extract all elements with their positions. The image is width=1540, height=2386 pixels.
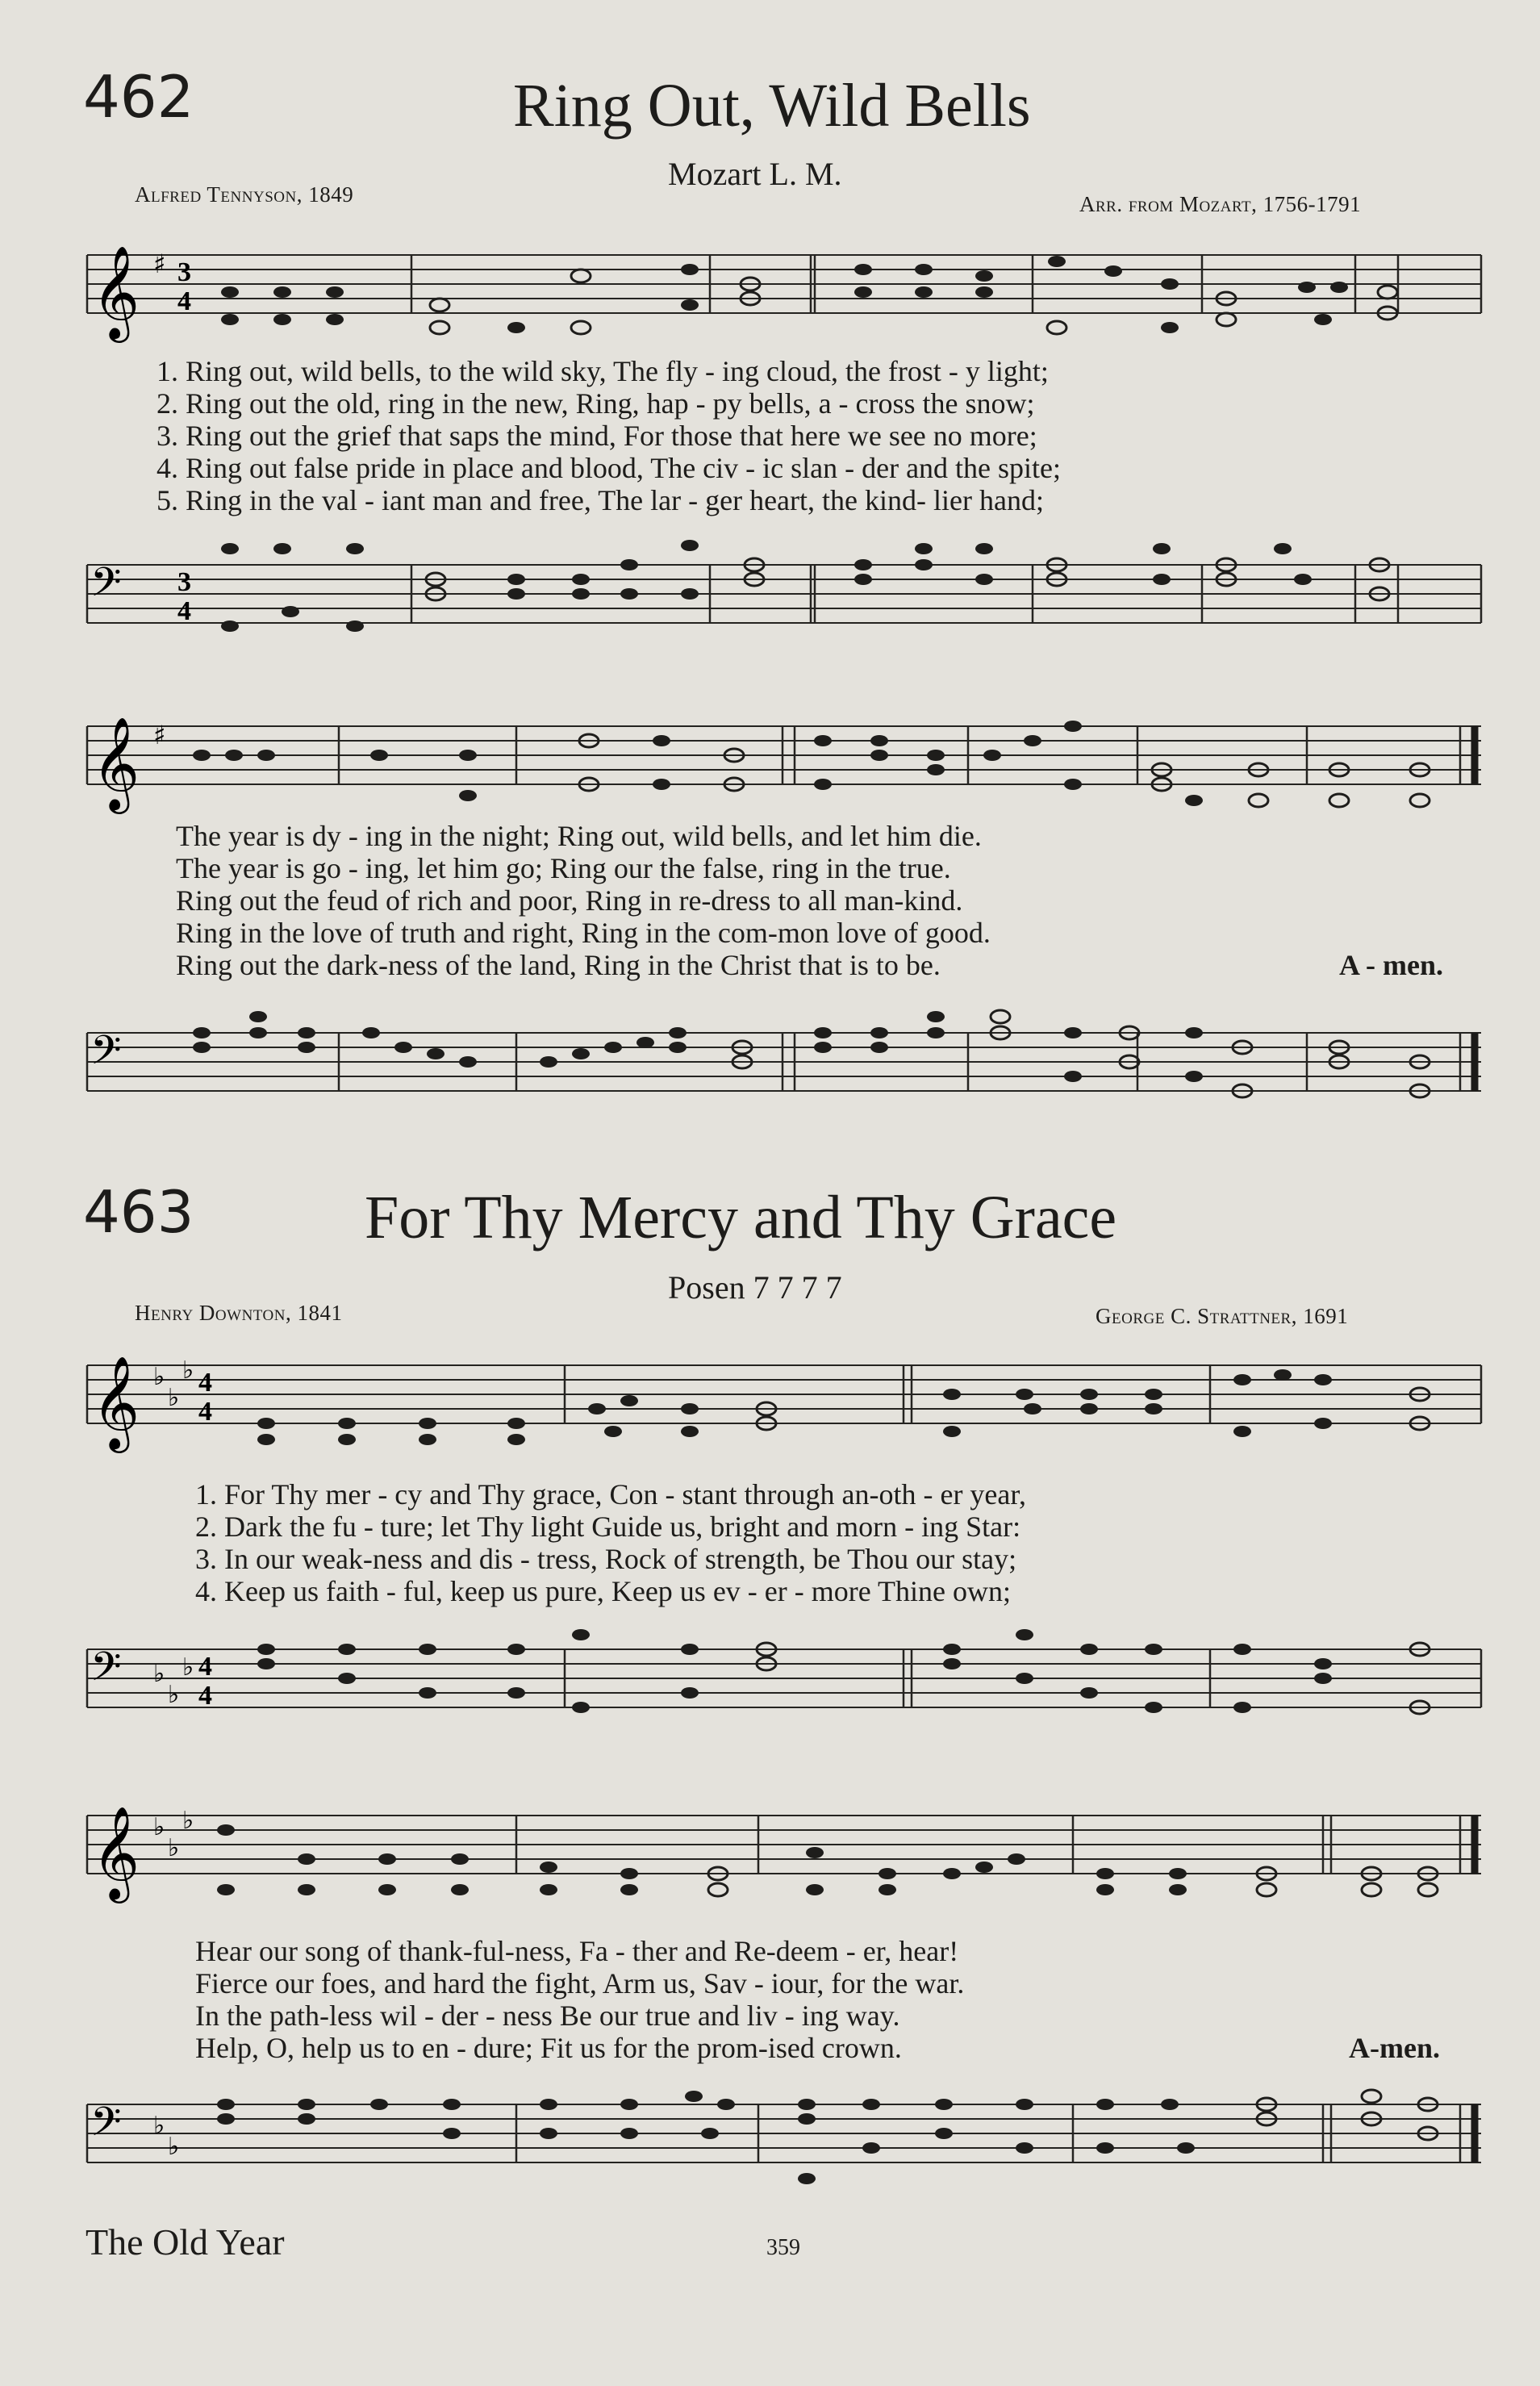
verse-line: The year is go - ing, let him go; Ring our the false, ring in the true. [176,852,951,884]
verse-line: In the path-less wil - der - ness Be our true and liv - ing way. [195,1999,900,2032]
hymn-463-words-credit: Henry Downton, 1841 [135,1301,343,1325]
svg-text:4: 4 [198,1652,212,1682]
svg-text:4: 4 [198,1368,212,1398]
svg-text:4: 4 [177,286,191,316]
verse-line: Ring in the love of truth and right, Ring in the com-mon love of good. [176,917,991,949]
hymn-462-amen: A - men. [1339,949,1443,981]
hymn-462-system-1-bass-staff [81,545,1484,658]
hymn-462-title: Ring Out, Wild Bells [513,72,1031,140]
verse-line: 3. Ring out the grief that saps the mind, For those that here we see no more; [157,420,1037,452]
hymn-463-system-2-bass-staff [81,2080,1484,2201]
hymn-463-system-1-bass-staff [81,1625,1484,1738]
verse-line: The year is dy - ing in the night; Ring out, wild bells, and let him die. [176,820,982,852]
treble-clef-icon: 𝄞 [92,1355,140,1449]
hymn-463-tune: Posen 7 7 7 7 [668,1269,842,1306]
sharp-icon: ♯ [153,720,166,750]
hymn-463-verse-block-2 [195,1935,964,2064]
bass-clef-icon: 𝄢 [90,1644,122,1700]
flat-icon: ♭ [182,1653,194,1682]
hymn-462-verse-block-1 [157,355,1061,516]
hymn-462-number: 462 [83,63,194,131]
hymn-462-words-credit: Alfred Tennyson, 1849 [135,182,354,207]
svg-text:4: 4 [198,1681,212,1711]
verse-line: 2. Dark the fu - ture; let Thy light Guide us, bright and morn - ing Star: [195,1511,1021,1543]
page-number: 359 [766,2235,800,2260]
verse-line: 3. In our weak-ness and dis - tress, Rock of strength, be Thou our stay; [195,1543,1017,1575]
flat-icon: ♭ [153,2112,165,2140]
bass-clef-icon: 𝄢 [90,1027,122,1084]
sharp-icon: ♯ [153,249,166,279]
verse-line: 4. Ring out false pride in place and blood, The civ - ic slan - der and the spite; [157,452,1062,484]
flat-icon: ♭ [168,1384,180,1412]
hymn-462-music-credit: Arr. from Mozart, 1756-1791 [1079,192,1362,216]
svg-text:4: 4 [198,1397,212,1427]
verse-line: Help, O, help us to en - dure; Fit us for the prom-ised crown. [195,2032,902,2064]
verse-line: 1. For Thy mer - cy and Thy grace, Con - stant through an-oth - er year, [195,1478,1026,1511]
flat-icon: ♭ [168,2133,180,2161]
treble-clef-icon: 𝄞 [92,244,140,339]
verse-line: Hear our song of thank-ful-ness, Fa - ther and Re-deem - er, hear! [195,1935,959,1967]
treble-clef-icon: 𝄞 [92,1805,140,1899]
flat-icon: ♭ [182,1807,194,1835]
hymn-462-system-2-treble-staff [81,707,1484,828]
hymn-463-amen: A-men. [1349,2032,1440,2064]
flat-icon: ♭ [168,1681,180,1709]
hymn-462-verse-block-2 [176,820,991,981]
svg-text:3: 3 [177,257,191,287]
hymn-463-verse-block-1 [195,1478,1026,1607]
hymn-463-number: 463 [83,1178,194,1246]
hymn-463-system-1-treble-staff [81,1343,1484,1464]
flat-icon: ♭ [182,1356,194,1385]
svg-text:3: 3 [177,567,191,597]
verse-line: 5. Ring in the val - iant man and free, The lar - ger heart, the kind- lier hand; [157,484,1044,516]
svg-text:4: 4 [177,596,191,626]
verse-line: 1. Ring out, wild bells, to the wild sky, The fly - ing cloud, the frost - y light; [157,355,1049,387]
bass-clef-icon: 𝄢 [90,559,122,616]
verse-line: Ring out the dark-ness of the land, Ring in the Christ that is to be. [176,949,941,981]
flat-icon: ♭ [168,1834,180,1862]
hymn-462-system-2-bass-staff [81,1005,1484,1126]
treble-clef-icon: 𝄞 [92,716,140,810]
flat-icon: ♭ [153,1660,165,1688]
flat-icon: ♭ [153,1813,165,1841]
verse-line: Fierce our foes, and hard the fight, Arm us, Sav - iour, for the war. [195,1967,965,1999]
hymn-463-system-2-treble-staff [81,1796,1484,1917]
hymn-462-tune: Mozart L. M. [668,156,842,192]
verse-line: Ring out the feud of rich and poor, Ring in re-dress to all man-kind. [176,884,963,917]
flat-icon: ♭ [153,1363,165,1391]
hymn-463-title: For Thy Mercy and Thy Grace [365,1184,1117,1252]
bass-clef-icon: 𝄢 [90,2099,122,2155]
verse-line: 2. Ring out the old, ring in the new, Ring, hap - py bells, a - cross the snow; [157,387,1035,420]
hymn-463-music-credit: George C. Strattner, 1691 [1096,1304,1349,1328]
verse-line: 4. Keep us faith - ful, keep us pure, Keep us ev - er - more Thine own; [195,1575,1012,1607]
footer-section-title: The Old Year [86,2221,285,2263]
hymn-462-system-1-treble-staff [81,239,1484,352]
